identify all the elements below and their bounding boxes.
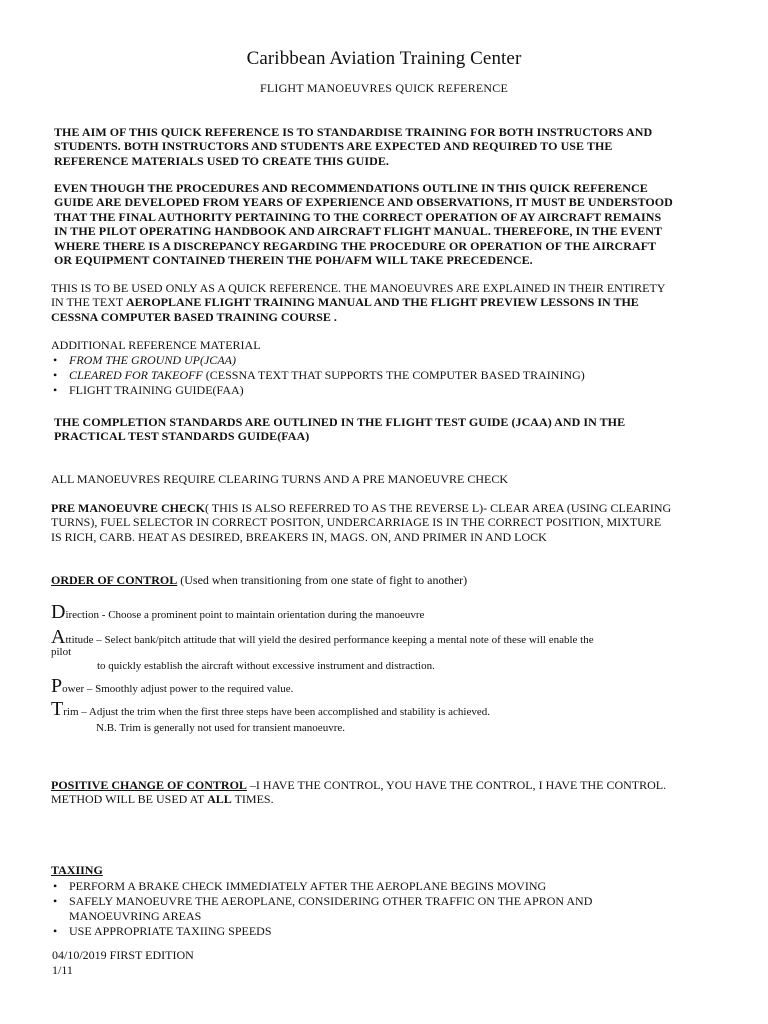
usage-line-2 (51, 295, 731, 309)
step-text: ttitude – Select bank/pitch attitude that will yield the desired performance keeping a mental note of these will enable the (65, 634, 594, 646)
reference-item-label: CLEARED FOR TAKEOFF (69, 368, 203, 382)
list-item (52, 924, 732, 939)
cbt-course-title: CESSNA COMPUTER BASED TRAINING COURSE . (51, 309, 337, 324)
edition-footer: 04/10/2019 FIRST EDITION (52, 948, 194, 962)
order-of-control-note: (Used when transitioning from one state of fight to another) (177, 573, 468, 587)
bullet-icon: • (53, 368, 58, 382)
pre-check-text: ( THIS IS ALSO REFERRED TO AS THE REVERSE L)- CLEAR AREA (USING CLEARING (205, 501, 672, 515)
reference-item-note: (CESSNA TEXT THAT SUPPORTS THE COMPUTER BASED TRAINING) (202, 368, 585, 382)
training-manual-title: AEROPLANE FLIGHT TRAINING MANUAL AND THE FLIGHT PREVIEW LESSONS IN THE (126, 295, 639, 310)
step-initial: P (51, 675, 63, 697)
page-subtitle: FLIGHT MANOEUVRES QUICK REFERENCE (259, 81, 509, 95)
completion-standards (54, 415, 714, 444)
usage-paragraph (51, 281, 731, 324)
positive-change-text: METHOD WILL BE USED AT (51, 792, 208, 807)
list-item (52, 368, 732, 383)
page-title: Caribbean Aviation Training Center (246, 48, 522, 69)
positive-change-text: TIMES. (231, 792, 274, 807)
usage-line-2-plain: IN THE TEXT (51, 295, 126, 310)
order-of-control-title: ORDER OF CONTROL (51, 573, 178, 587)
step-text: rim – Adjust the trim when the first three steps have been accomplished and stability is achieved. (63, 706, 490, 718)
additional-reference-heading: ADDITIONAL REFERENCE MATERIAL (51, 338, 261, 352)
reference-item-label: FROM THE GROUND UP(JCAA) (69, 353, 236, 367)
authority-line-6: OR EQUIPMENT CONTAINED THEREIN THE POH/AFM WILL TAKE PRECEDENCE. (54, 253, 533, 268)
control-step-trim (51, 699, 731, 719)
taxiing-item-label: USE APPROPRIATE TAXIING SPEEDS (69, 924, 272, 938)
control-step-attitude (51, 627, 731, 647)
taxiing-heading: TAXIING (51, 863, 103, 877)
pre-check-label: PRE MANOEUVRE CHECK (51, 501, 206, 515)
step-initial: A (51, 626, 66, 648)
attitude-continuation-2: to quickly establish the aircraft without excessive instrument and distraction. (97, 660, 435, 672)
attitude-continuation: pilot (51, 646, 72, 658)
taxiing-item-label: MANOEUVRING AREAS (69, 909, 202, 923)
taxiing-item-label: SAFELY MANOEUVRE THE AEROPLANE, CONSIDERING OTHER TRAFFIC ON THE APRON AND (69, 894, 593, 908)
control-step-power (51, 676, 731, 696)
bullet-icon: • (53, 353, 58, 367)
taxiing-list (52, 879, 732, 939)
emphasis-all: ALL (207, 792, 232, 807)
bullet-icon: • (53, 894, 58, 908)
positive-change-line-1 (51, 778, 741, 792)
aim-line-2: STUDENTS. BOTH INSTRUCTORS AND STUDENTS ARE EXPECTED AND REQUIRED TO USE THE (54, 139, 613, 154)
step-text: ower – Smoothly adjust power to the required value. (62, 683, 294, 695)
authority-line-2: GUIDE ARE DEVELOPED FROM YEARS OF EXPERIENCE AND OBSERVATIONS, IT MUST BE UNDERSTOOD (54, 195, 673, 210)
additional-reference-list (52, 353, 732, 398)
page-number: 1/11 (52, 963, 73, 977)
pre-check-line-2: TURNS), FUEL SELECTOR IN CORRECT POSITON, UNDERCARRIAGE IS IN THE CORRECT POSITION, MIXTURE (51, 515, 662, 530)
authority-line-4: IN THE PILOT OPERATING HANDBOOK AND AIRCRAFT FLIGHT MANUAL. THEREFORE, IN THE EVENT (54, 224, 663, 239)
pre-check-line-3: IS RICH, CARB. HEAT AS DESIRED, BREAKERS IN, MAGS. ON, AND PRIMER IN AND LOCK (51, 529, 547, 544)
step-initial: D (51, 601, 66, 623)
aim-paragraph (54, 125, 714, 168)
control-step-direction (51, 602, 731, 622)
completion-line-2: PRACTICAL TEST STANDARDS GUIDE(FAA) (54, 429, 310, 444)
bullet-icon: • (53, 924, 58, 938)
pre-check-line-1 (51, 501, 741, 515)
positive-change-text: –I HAVE THE CONTROL, YOU HAVE THE CONTROL, I HAVE THE CONTROL. (246, 778, 667, 792)
order-of-control-heading (51, 573, 731, 587)
positive-change-of-control (51, 778, 741, 807)
reference-item-label: FLIGHT TRAINING GUIDE(FAA) (69, 383, 244, 397)
authority-paragraph (54, 181, 714, 267)
authority-line-5: WHERE THERE IS A DISCREPANCY REGARDING THE PROCEDURE OR OPERATION OF THE AIRCRAFT (54, 238, 657, 253)
authority-line-3: THAT THE FINAL AUTHORITY PERTAINING TO THE CORRECT OPERATION OF AY AIRCRAFT REMAINS (54, 209, 662, 224)
pre-manoeuvre-check (51, 501, 741, 544)
bullet-icon: • (53, 383, 58, 397)
list-item (52, 383, 732, 398)
usage-line-1: THIS IS TO BE USED ONLY AS A QUICK REFERENCE. THE MANOEUVRES ARE EXPLAINED IN THEIR ENTIRETY (51, 281, 666, 295)
completion-line-1: THE COMPLETION STANDARDS ARE OUTLINED IN THE FLIGHT TEST GUIDE (JCAA) AND IN THE (54, 415, 626, 429)
bullet-icon: • (53, 879, 58, 893)
list-item (52, 894, 732, 909)
taxiing-item-label: PERFORM A BRAKE CHECK IMMEDIATELY AFTER THE AEROPLANE BEGINS MOVING (69, 879, 547, 893)
trim-note: N.B. Trim is generally not used for transient manoeuvre. (96, 722, 345, 734)
clearing-turns-note: ALL MANOEUVRES REQUIRE CLEARING TURNS AND A PRE MANOEUVRE CHECK (51, 472, 509, 486)
step-text: irection - Choose a prominent point to maintain orientation during the manoeuvre (65, 609, 425, 621)
aim-line-1: THE AIM OF THIS QUICK REFERENCE IS TO STANDARDISE TRAINING FOR BOTH INSTRUCTORS AND (54, 125, 653, 139)
list-item (52, 879, 732, 894)
positive-change-title: POSITIVE CHANGE OF CONTROL (51, 778, 247, 792)
positive-change-line-2 (51, 792, 741, 806)
aim-line-3: REFERENCE MATERIALS USED TO CREATE THIS GUIDE. (54, 153, 389, 168)
list-item-continuation (52, 909, 732, 924)
authority-line-1: EVEN THOUGH THE PROCEDURES AND RECOMMENDATIONS OUTLINE IN THIS QUICK REFERENCE (54, 181, 648, 195)
list-item (52, 353, 732, 368)
step-initial: T (51, 698, 64, 720)
